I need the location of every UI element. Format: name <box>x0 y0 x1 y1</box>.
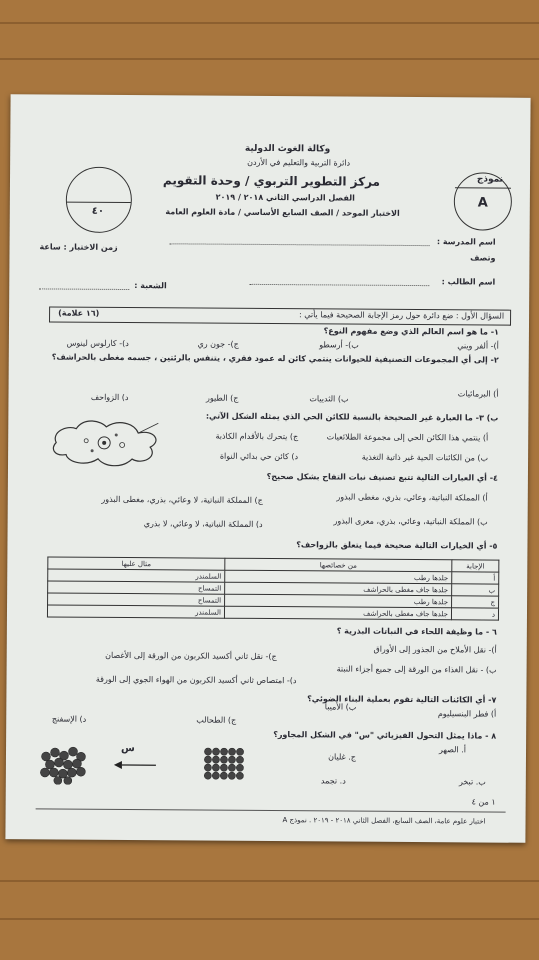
table-cell: ج <box>452 596 499 608</box>
wood-grain <box>0 918 539 920</box>
item3-option-a[interactable]: أ) ينتمي هذا الكائن الحي إلى مجموعة الطلائعيات <box>326 432 489 443</box>
footer-divider <box>36 808 506 812</box>
arrow-head-icon <box>114 761 122 769</box>
wood-grain <box>0 22 539 24</box>
item1-option-a[interactable]: أ)- ألفر ويني <box>457 341 499 351</box>
item8-question: ٨ - ماذا يمثل التحول الفيزيائي "س" في الشكل المجاور؟ <box>273 730 497 741</box>
wood-grain <box>0 58 539 60</box>
item7-option-a[interactable]: أ) فطر البنسيليوم <box>437 709 497 719</box>
exam-paper <box>5 94 530 843</box>
item3-option-d[interactable]: د) كائن حي بدائي النواة <box>219 451 299 462</box>
item1-option-b[interactable]: ب)- أرسطو <box>319 340 359 350</box>
item4-option-d[interactable]: د) المملكة النباتية، لا وعائي، لا بذري <box>143 519 263 529</box>
table-cell: السلمندر <box>48 569 225 582</box>
question1-marks: (١٦ علامة) <box>58 308 100 318</box>
table-cell: د <box>451 608 498 620</box>
table-cell: السلمندر <box>47 605 224 618</box>
reptiles-table <box>47 556 499 620</box>
item3-question: ب) ٣- ما العبارة غير الصحيحة بالنسبة للكائن الحي الذي يمثله الشكل الآتي: <box>205 411 499 423</box>
table-cell: ب <box>452 584 499 596</box>
item8-option-a[interactable]: أ. الصهر <box>438 745 467 755</box>
center-title: مركز التطوير التربوي / وحدة التقويم <box>162 173 381 189</box>
item2-question: ٢- إلى أي المجموعات التصنيفية للحيوانات ينتمي كائن له عمود فقري ، يتنفس بالرئتين ، جسمه مغطى بالحراشف؟ <box>51 352 499 365</box>
item6-option-a[interactable]: أ)- نقل الأملاح من الجذور إلى الأوراق <box>373 644 497 655</box>
disordered-particles <box>40 747 85 785</box>
item4-option-b[interactable]: ب) المملكة النباتية، وعائي، بذري، معرى البذور <box>333 516 488 527</box>
item1-option-c[interactable]: ج)- جون ري <box>197 339 239 349</box>
duration-label: زمن الاختبار : ساعة <box>39 242 118 252</box>
score-circle <box>66 167 132 233</box>
item4-option-c[interactable]: ج) المملكة النباتية، لا وعائي، بذري، مغطى البذور <box>101 494 263 505</box>
agency-title: وكالة الغوث الدولية <box>244 143 331 155</box>
item1-option-d[interactable]: د)- كارلوس لينوس <box>66 338 129 349</box>
item7-question: ٧- أي الكائنات التالية تقوم بعملية البناء الضوئي؟ <box>307 694 497 705</box>
table-header: مثال عليها <box>48 557 225 570</box>
table-cell: جلدها رطب <box>225 594 452 608</box>
student-name-field[interactable] <box>249 284 429 286</box>
item6-option-c[interactable]: ج)- نقل ثاني أكسيد الكربون من الورقة إلى الأغصان <box>105 650 277 662</box>
item6-option-b[interactable]: ب) - نقل الغذاء من الورقة إلى جميع أجزاء النبتة <box>336 664 497 675</box>
class-label: الشعبة : <box>134 281 167 291</box>
question1-box <box>49 306 511 325</box>
semester-line: الفصل الدراسي الثاني ٢٠١٨ / ٢٠١٩ <box>215 192 355 203</box>
item6-question: ٦ - ما وظيفة اللحاء في النباتات البذرية ؟ <box>336 626 497 637</box>
table-row[interactable] <box>47 605 498 620</box>
item8-option-b[interactable]: ب. تبخر <box>458 777 486 787</box>
table-cell: جلدها جاف مغطى بالحراشف <box>224 606 451 620</box>
page-number: ١ من ٤ <box>471 797 496 807</box>
table-cell: جلدها جاف مغطى بالحراشف <box>225 582 452 596</box>
table-cell: التمساح <box>48 593 225 606</box>
student-label: اسم الطالب : <box>441 277 496 287</box>
table-cell: جلدها رطب <box>225 570 452 584</box>
table-cell: أ <box>452 572 499 584</box>
model-label: نموذج <box>476 174 504 185</box>
question1-title: السؤال الأول : ضع دائرة حول رمز الإجابة الصحيحة فيما يأتي : <box>298 310 505 321</box>
item7-option-b[interactable]: ب) الأميبا <box>324 702 357 712</box>
department-title: دائرة التربية والتعليم في الأردن <box>247 157 351 168</box>
model-circle <box>454 172 512 230</box>
footer-text: اختبار علوم عامة، الصف السابع، الفصل الثاني ٢٠١٨ - ٢٠١٩ . نموذج A <box>282 816 486 826</box>
wood-grain <box>0 880 539 882</box>
item8-option-d[interactable]: د. تجمد <box>320 776 346 786</box>
exam-line: الاختبار الموحد / الصف السابع الأساسي / مادة العلوم العامة <box>165 207 400 218</box>
item2-option-a[interactable]: أ) البرمائيات <box>457 389 499 399</box>
school-field[interactable] <box>170 243 430 246</box>
amoeba-illustration <box>46 412 166 471</box>
model-letter: A <box>477 195 488 211</box>
table-cell: التمساح <box>48 581 225 594</box>
item2-option-b[interactable]: ب) الثدييات <box>309 394 349 404</box>
school-label: اسم المدرسة : <box>436 237 496 247</box>
item8-option-c[interactable]: ج. غليان <box>328 752 357 762</box>
item3-option-b[interactable]: ب) من الكائنات الحية غير ذاتية التغذية <box>361 452 489 463</box>
score-total: ٤٠ <box>91 205 105 217</box>
item2-option-c[interactable]: ج) الطيور <box>205 393 239 403</box>
item2-option-d[interactable]: د) الزواحف <box>90 392 129 403</box>
table-header: من خصائصها <box>225 558 452 572</box>
item5-question: ٥- أي الخيارات التالية صحيحة فيما يتعلق بالزواحف؟ <box>296 540 498 551</box>
item3-option-c[interactable]: ج) يتحرك بالأقدام الكاذبة <box>215 431 299 442</box>
section-label: وتصف <box>470 253 496 263</box>
ordered-particles <box>204 748 243 779</box>
item7-option-c[interactable]: ج) الطحالب <box>196 715 237 725</box>
item4-question: ٤- أي العبارات التالية تتبع تصنيف نبات التفاح بشكل صحيح؟ <box>266 471 498 483</box>
item7-option-d[interactable]: د) الإسفنج <box>51 714 87 724</box>
class-field[interactable] <box>39 288 129 290</box>
item4-option-a[interactable]: أ) المملكة النباتية، وعائي، بذري، مغطى البذور <box>336 492 488 503</box>
item6-option-d[interactable]: د)- امتصاص ثاني أكسيد الكربون من الهواء الجوي إلى الورقة <box>95 674 297 686</box>
state-change-figure <box>36 742 266 786</box>
table-header: الإجابة <box>452 560 499 572</box>
arrow-label: س <box>121 742 135 755</box>
item1-question: ١- ما هو اسم العالم الذي وضع مفهوم النوع؟ <box>323 326 499 337</box>
